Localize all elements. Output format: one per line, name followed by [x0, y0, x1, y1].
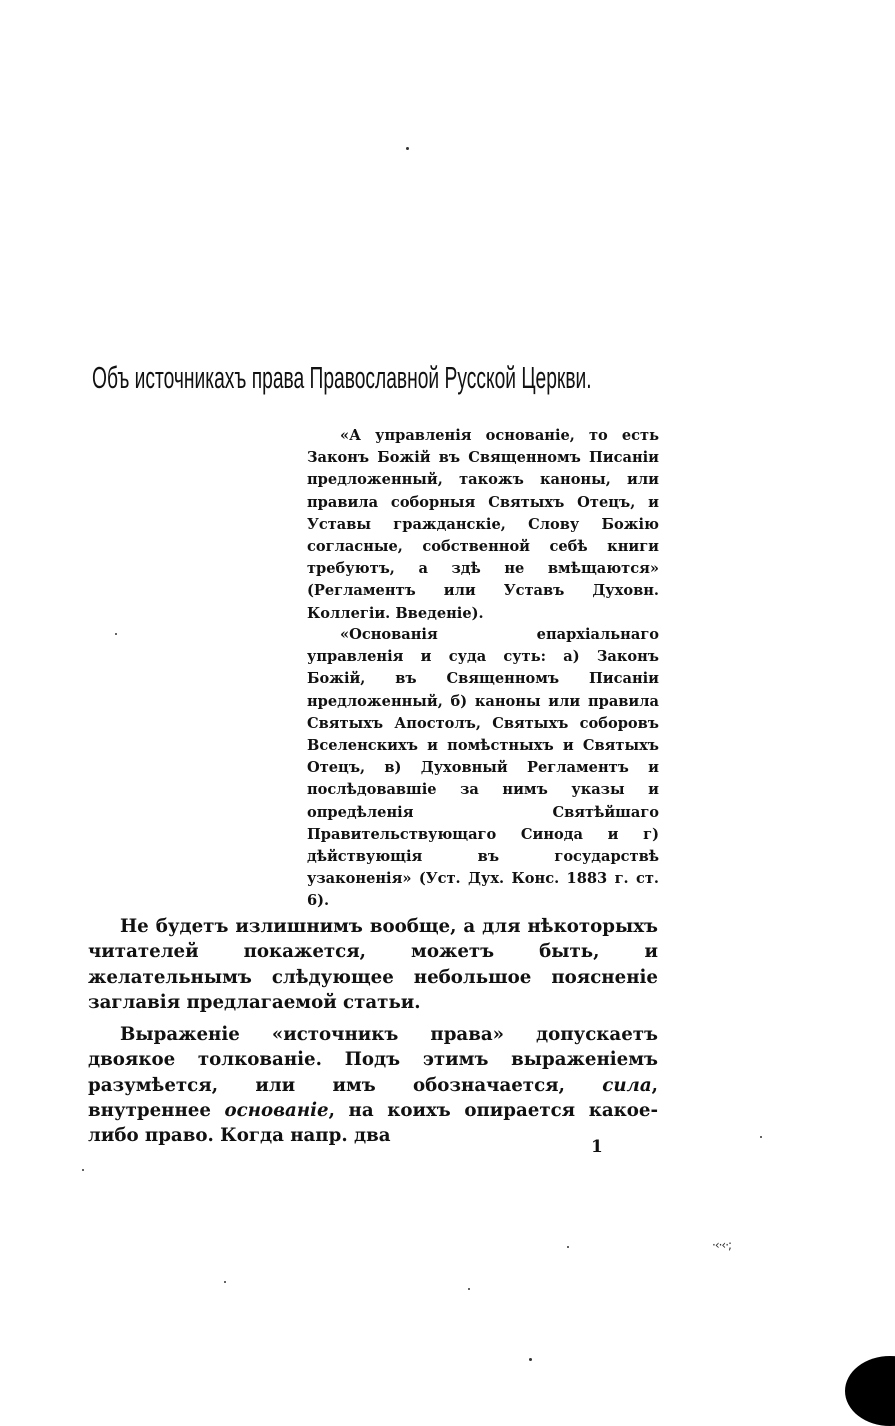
epigraph-text-1: «А управленія основаніе, то есть Законъ Божій въ Священномъ Писаніи предложенный, такожъ каноны, или правила соборныя Святыхъ Отецъ, и Уставы гражданскіе, Слову Божію согласные, собственной себѣ книги требуютъ, а здѣ не вмѣщаются» (Регламентъ или Уставъ Духовн. Коллегіи. Введеніе). — [307, 427, 659, 622]
page-title-text: Объ источникахъ права Православной Русской Церкви. — [92, 360, 592, 395]
scan-speck — [406, 147, 409, 150]
scan-speck — [468, 1288, 470, 1290]
paragraph-2-part-b: , внутреннее — [88, 1074, 658, 1121]
scan-speck — [760, 1136, 762, 1138]
body-paragraph-2-text — [88, 1022, 658, 1148]
emphasis-osnovanie: основаніе — [224, 1099, 329, 1121]
page-title — [92, 358, 662, 398]
epigraph-text-2: «Основанія епархіальнаго управленія и суда суть: а) Законъ Божій, въ Священномъ Писаніи нредложенный, б) каноны или правила Святыхъ Апостолъ, Святыхъ соборовъ Вселенскихъ и помѣстныхъ и Святыхъ Отецъ, в) Духовный Регламентъ и послѣдовавшіе за нимъ указы и опредѣленія Святѣйшаго Правительствующаго Синода и г) дѣйствующія въ государствѣ узаконенія» (Уст. Дух. Конс. 1883 г. ст. 6). — [307, 626, 659, 910]
paragraph-2-part-a: Выраженіе «источникъ права» допускаетъ двоякое толкованіе. Подъ этимъ выраженіемъ разумѣется, или имъ обозначается, — [88, 1024, 658, 1096]
scan-speck — [115, 633, 117, 635]
scan-speck — [224, 1281, 226, 1283]
scan-speck — [529, 1358, 532, 1361]
scan-speck — [82, 1169, 84, 1171]
epigraph-quote-1 — [307, 425, 659, 625]
scan-artifact-mark: ·‹·‹·; — [712, 1238, 732, 1252]
epigraph-quote-2 — [307, 624, 659, 913]
body-paragraph-1 — [88, 914, 658, 1015]
body-paragraph-2 — [88, 1022, 658, 1148]
scan-speck — [567, 1246, 569, 1248]
emphasis-sila: сила — [602, 1074, 652, 1096]
body-paragraph-1-text: Не будетъ излишнимъ вообще, а для нѣкоторыхъ читателей покажется, можетъ быть, и желательнымъ слѣдующее небольшое поясненіе заглавія предлагаемой статьи. — [88, 916, 658, 1013]
scan-corner-shadow — [845, 1356, 895, 1426]
page-number: 1 — [591, 1137, 603, 1157]
paragraph-2-part-c: , на коихъ опирается какое-либо право. Когда напр. два — [88, 1099, 659, 1147]
